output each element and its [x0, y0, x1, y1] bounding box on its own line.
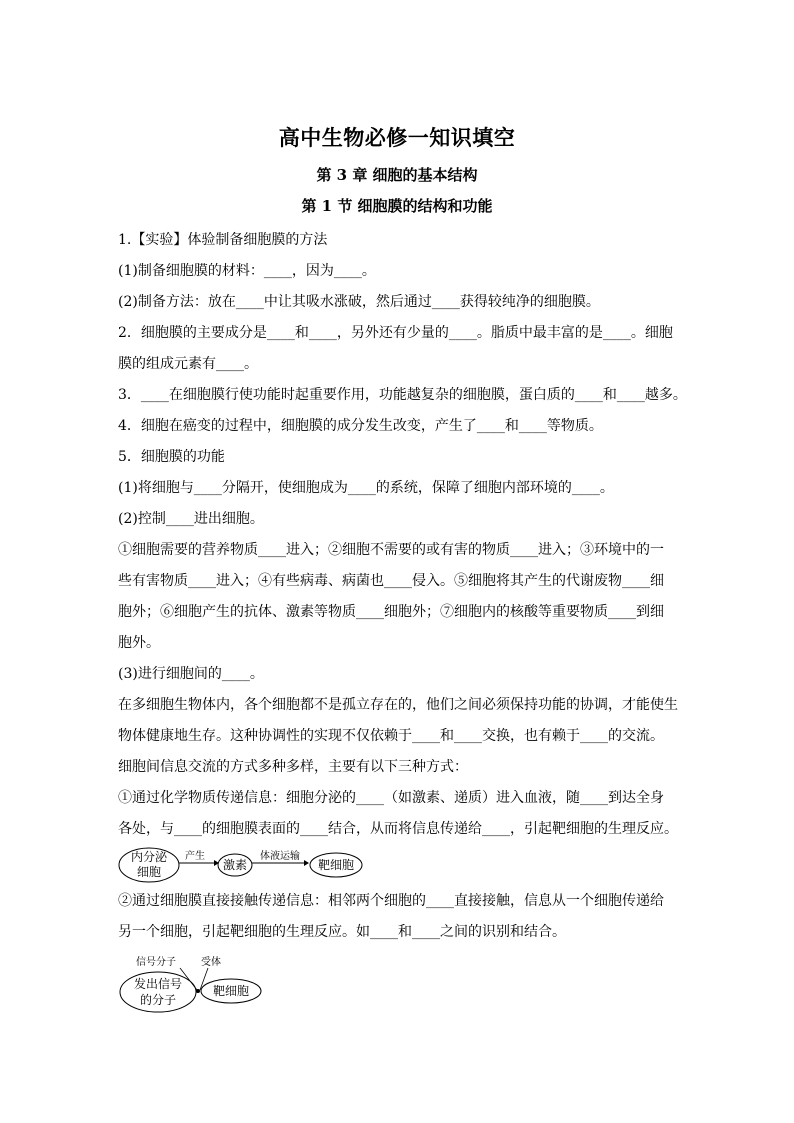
- text-line: 胞外。: [118, 635, 160, 651]
- contact-signal-diagram: [118, 954, 278, 1016]
- receptor-pointer-line: [200, 968, 208, 990]
- contact-point: [196, 989, 200, 993]
- text-line: (3)进行细胞间的____。: [118, 666, 264, 682]
- endocrine-cell-label-2: 细胞: [136, 865, 162, 879]
- produce-arrow-label: 产生: [185, 851, 205, 862]
- transport-arrowhead: [304, 860, 309, 866]
- target-cell-label: 靶细胞: [317, 858, 355, 872]
- content-body: [118, 225, 687, 1016]
- text-line: 5．细胞膜的功能: [118, 449, 225, 465]
- hormone-label: 激素: [222, 858, 248, 872]
- sender-cell-label-1: 发出信号: [133, 977, 183, 991]
- text-line: (1)制备细胞膜的材料：____，因为____。: [118, 263, 376, 279]
- endocrine-cell-label-1: 内分泌: [130, 850, 168, 864]
- receptor-label: 受体: [201, 957, 221, 968]
- section-heading: 第 1 节 细胞膜的结构和功能: [301, 197, 493, 215]
- target-cell-label-2: 靶细胞: [212, 984, 250, 998]
- chapter-heading: 第 3 章 细胞的基本结构: [316, 166, 478, 184]
- text-line: (2)控制____进出细胞。: [118, 511, 264, 527]
- text-line: 膜的组成元素有____。: [118, 356, 258, 372]
- text-line: 些有害物质____进入；④有些病毒、病菌也____侵入。⑤细胞将其产生的代谢废物____细: [118, 573, 664, 589]
- text-line: 胞外；⑥细胞产生的抗体、激素等物质____细胞外；⑦细胞内的核酸等重要物质____到细: [118, 604, 664, 620]
- text-line: 细胞间信息交流的方式多种多样，主要有以下三种方式：: [118, 759, 468, 775]
- text-line: ②通过细胞膜直接接触传递信息：相邻两个细胞的____直接接触，信息从一个细胞传递给: [118, 893, 664, 909]
- sender-cell-label-2: 的分子: [139, 993, 177, 1007]
- hormone-signal-diagram: [118, 845, 378, 885]
- text-line: 物体健康地生存。这种协调性的实现不仅依赖于____和____交换，也有赖于____的交流。: [118, 728, 664, 744]
- text-line: ①通过化学物质传递信息：细胞分泌的____（如激素、递质）进入血液，随____到达全身: [118, 790, 664, 806]
- document-title: 高中生物必修一知识填空: [278, 125, 516, 150]
- transport-arrow-label: 体液运输: [260, 851, 300, 862]
- text-line: 2．细胞膜的主要成分是____和____，另外还有少量的____。脂质中最丰富的是____。细胞: [118, 325, 673, 341]
- text-line: 各处，与____的细胞膜表面的____结合，从而将信息传递给____，引起靶细胞的生理反应。: [118, 821, 678, 837]
- text-line: 1.【实验】体验制备细胞膜的方法: [118, 232, 328, 248]
- text-line: (1)将细胞与____分隔开，使细胞成为____的系统，保障了细胞内部环境的____。: [118, 480, 614, 496]
- text-line: 在多细胞生物体内，各个细胞都不是孤立存在的，他们之间必须保持功能的协调，才能使生: [118, 697, 678, 713]
- signal-molecule-label: 信号分子: [136, 957, 176, 968]
- text-line: ①细胞需要的营养物质____进入；②细胞不需要的或有害的物质____进入；③环境中的一: [118, 542, 664, 558]
- text-line: 另一个细胞，引起靶细胞的生理反应。如____和____之间的识别和结合。: [118, 924, 566, 940]
- text-line: 4．细胞在癌变的过程中，细胞膜的成分发生改变，产生了____和____等物质。: [118, 418, 603, 434]
- text-line: 3．____在细胞膜行使功能时起重要作用，功能越复杂的细胞膜，蛋白质的____和____越多。: [118, 387, 687, 403]
- text-line: (2)制备方法：放在____中让其吸水涨破，然后通过____获得较纯净的细胞膜。: [118, 294, 600, 310]
